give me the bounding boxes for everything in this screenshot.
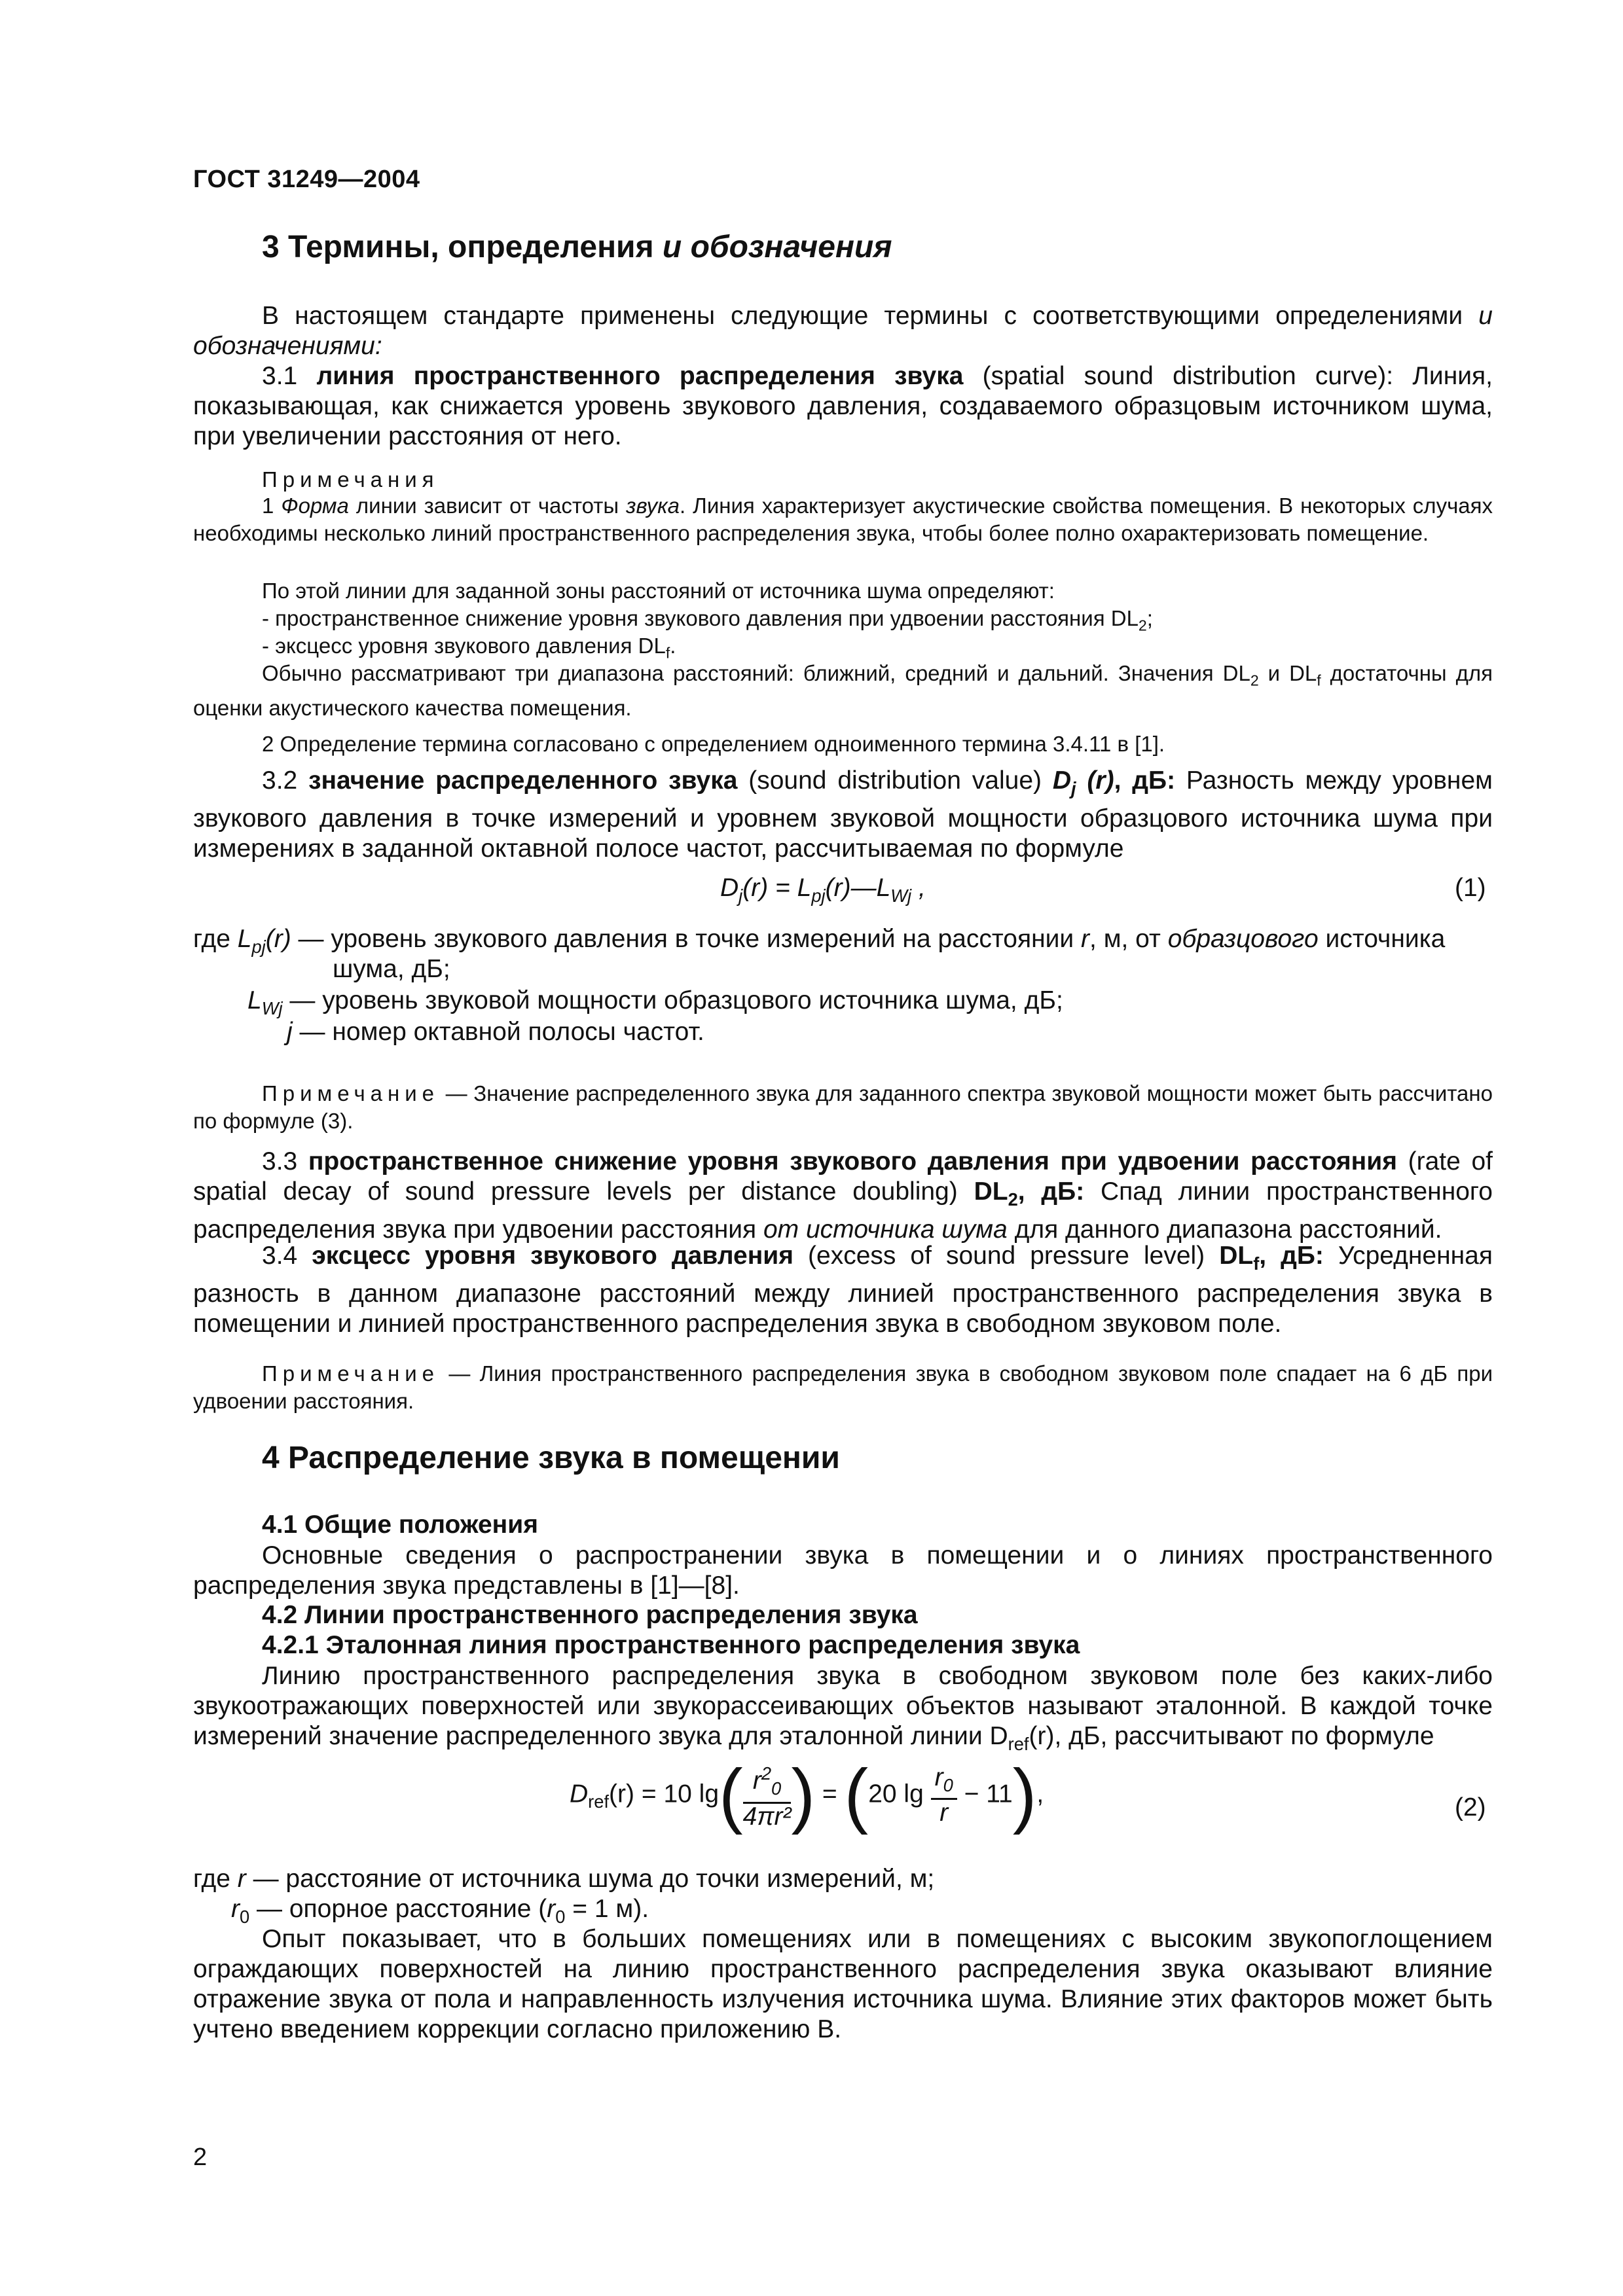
- intro-italic: и обозначениями:: [193, 302, 1493, 360]
- final-paragraph: Опыт показывает, что в больших помещениях или в помещениях с высоким звукопоглощением ограждающих поверхностей на линию пространственного распределения звука оказывают влияние отражение звука от пола и направленность излучения источника шума. Влияние этих факторов может быть учтено введением коррекции согласно приложению В.: [193, 1925, 1493, 2043]
- note-4-text: — Линия пространственного распределения звука в свободном звуковом поле спадает на 6 дБ при удвоении расстояния.: [193, 1361, 1493, 1413]
- note-4-label: Примечание: [262, 1361, 440, 1386]
- section-3-title-text: 3 Термины, определения: [262, 230, 663, 264]
- subsection-4-1-title: 4.1 Общие положения: [262, 1511, 538, 1539]
- term-3-2-symbol-sub: j: [1071, 778, 1076, 798]
- note-4: [193, 1360, 1493, 1415]
- formula-1-d-sub: j: [739, 885, 743, 906]
- formula-2-r0b: r: [934, 1763, 943, 1791]
- section-3-title-italic: и обозначения: [662, 230, 892, 264]
- subsection-4-1-text: Основные сведения о распространении звука в помещении и о линиях пространственного распределения звука представлены в [1]—[8].: [193, 1541, 1493, 1600]
- formula-2-paren-close-2: ): [1012, 1755, 1037, 1835]
- formula-2: [570, 1755, 1044, 1835]
- term-3-2-english: (sound distribution value): [737, 766, 1053, 795]
- term-3-4-symbol: DL: [1219, 1242, 1254, 1270]
- term-3-3-definition-a: Спад линии пространственного распределения звука при удвоении расстояния: [193, 1177, 1493, 1244]
- where-2-symbol-sub: Wj: [261, 997, 283, 1018]
- formula-2-fraction-1-numerator: [743, 1761, 792, 1804]
- subsection-4-2-1-text-a: Линию пространственного распределения звука в свободном звуковом поле без каких-либо звукоотражающих поверхностей или звукорассеивающих объектов называют эталонной. В каждой точке измерений значение распределенного звука для эталонной линии D: [193, 1662, 1493, 1750]
- note-2: 2 Определение термина согласовано с определением одноименного термина 3.4.11 в [1].: [262, 732, 1165, 756]
- term-3-1-number: 3.1: [262, 362, 317, 390]
- term-3-3-number: 3.3: [262, 1147, 308, 1175]
- term-3-2-unit: , дБ:: [1114, 766, 1176, 795]
- where-5-text-a: — опорное расстояние (: [249, 1895, 547, 1923]
- term-3-3-definition-italic: от источника шума: [763, 1215, 1008, 1244]
- formula-2-fraction-1-denominator: 4πr²: [742, 1802, 792, 1831]
- subsection-4-2-1-text: [193, 1661, 1493, 1759]
- note-1-summary: [193, 660, 1493, 722]
- term-3-3-definition-c: для данного диапазона расстояний.: [1007, 1215, 1442, 1244]
- section-3-title: [262, 229, 892, 265]
- document-header: ГОСТ 31249—2004: [193, 166, 420, 193]
- term-3-2-number: 3.2: [262, 766, 309, 795]
- formula-1: [720, 874, 926, 906]
- note-1-summary-sub-2: f: [1317, 672, 1321, 689]
- term-3-4-definition: Усредненная разность в данном диапазоне расстояний между линией пространственного распределения звука в помещении и линией пространственного распределения звука в свободном звуковом поле.: [193, 1242, 1493, 1338]
- note-1-italic-c: звука: [626, 493, 680, 518]
- formula-2-paren-open-1: (: [719, 1755, 743, 1835]
- note-3-label: Примечание: [262, 1081, 440, 1105]
- note-1-summary-text: Обычно рассматривают три диапазона расстояний: ближний, средний и дальний. Значения DL: [262, 661, 1250, 685]
- term-3-4-number: 3.4: [262, 1242, 312, 1270]
- where-1-r: r: [1081, 925, 1090, 953]
- notes-label-text: Примечания: [262, 467, 439, 492]
- where-1-italic: образцового: [1167, 925, 1319, 953]
- formula-2-equals: =: [815, 1780, 845, 1808]
- term-3-3-symbol-sub: 2: [1008, 1189, 1018, 1210]
- section-4-title: 4 Распределение звука в помещении: [262, 1441, 840, 1475]
- intro-text: В настоящем стандарте применены следующие термины с соответствующими определениями: [262, 302, 1479, 330]
- formula-2-r0-sub: 0: [771, 1778, 782, 1799]
- formula-2-20lg: 20 lg: [868, 1780, 931, 1808]
- formula-1-lp-sub: pj: [811, 885, 826, 906]
- note-1-summary-sub-1: 2: [1250, 672, 1259, 689]
- where-1-symbol-arg: (r): [265, 925, 291, 953]
- where-1-lead: где: [193, 925, 238, 953]
- note-3: [193, 1080, 1493, 1135]
- note-1-item-1-sub: 2: [1138, 617, 1147, 634]
- formula-2-lhs-end: (r) = 10 lg: [609, 1780, 720, 1808]
- note-1-item-1-end: ;: [1146, 606, 1153, 630]
- where-3: [287, 1017, 704, 1047]
- where-2-text: — уровень звуковой мощности образцового источника шума, дБ;: [282, 986, 1063, 1014]
- where-4: [193, 1864, 934, 1894]
- where-3-symbol: j: [287, 1018, 293, 1046]
- term-3-3-symbol: DL: [974, 1177, 1008, 1206]
- note-1-item-2-sub: f: [665, 644, 670, 662]
- term-3-3-english: (rate of spatial decay of sound pressure levels per distance doubling): [193, 1147, 1493, 1206]
- where-4-lead: где: [193, 1865, 238, 1893]
- formula-1-end: ,: [911, 874, 926, 902]
- note-1-list-intro: По этой линии для заданной зоны расстояний от источника шума определяют:: [262, 579, 1055, 603]
- formula-2-r0: r: [752, 1767, 761, 1795]
- note-1-item-2-end: .: [670, 634, 676, 658]
- subsection-4-2-title: 4.2 Линии пространственного распределения звука: [262, 1601, 918, 1629]
- formula-1-d: D: [720, 874, 739, 902]
- term-3-1: [193, 361, 1493, 452]
- term-3-4-term: эксцесс уровня звукового давления: [312, 1242, 794, 1270]
- term-3-4-unit: , дБ:: [1259, 1242, 1324, 1270]
- formula-2-fraction-2: [931, 1765, 957, 1827]
- formula-2-r0-sup: 2: [761, 1763, 772, 1784]
- where-1-symbol: L: [237, 925, 252, 953]
- formula-2-fraction-1: [743, 1761, 792, 1830]
- note-1: [193, 492, 1493, 547]
- formula-2-fraction-2-denominator: r: [939, 1799, 949, 1827]
- formula-2-d-sub: ref: [588, 1791, 610, 1812]
- note-1-number: 1: [262, 493, 282, 518]
- formula-2-fraction-2-numerator: [931, 1765, 957, 1801]
- where-3-text: — номер октавной полосы частот.: [292, 1018, 704, 1046]
- where-1-symbol-sub: pj: [251, 936, 266, 957]
- term-3-4-symbol-sub: f: [1253, 1253, 1260, 1274]
- where-1-text-a: — уровень звукового давления в точке измерений на расстоянии: [291, 925, 1082, 953]
- where-4-text: — расстояние от источника шума до точки измерений, м;: [246, 1865, 935, 1893]
- term-3-1-term: линия пространственного распределения звука: [316, 362, 964, 390]
- where-5-text-b: = 1 м).: [565, 1895, 649, 1923]
- formula-2-paren-open-2: (: [844, 1755, 869, 1835]
- note-1-italic-a: Форма: [281, 493, 349, 518]
- term-3-4: [193, 1241, 1493, 1339]
- note-1-summary-mid: и DL: [1258, 661, 1317, 685]
- where-5-text-symbol: r: [547, 1895, 556, 1923]
- formula-1-lp: (r) = L: [742, 874, 812, 902]
- formula-2-paren-close-1: ): [791, 1755, 816, 1835]
- subsection-4-2-1-title: 4.2.1 Эталонная линия пространственного распределения звука: [262, 1631, 1080, 1659]
- note-1-text-d: . Линия характеризует акустические свойства помещения. В некоторых случаях необходимы несколько линий пространственного распределения звука, чтобы более полно охарактеризовать помещение.: [193, 493, 1493, 545]
- where-1-continuation: шума, дБ;: [333, 955, 450, 983]
- term-3-2: [193, 766, 1493, 864]
- term-3-4-english: (excess of sound pressure level): [793, 1242, 1220, 1270]
- page-number: 2: [193, 2144, 208, 2171]
- where-2-symbol: L: [247, 986, 262, 1014]
- note-1-item-2-text: - эксцесс уровня звукового давления DL: [262, 634, 666, 658]
- note-1-text-b: линии зависит от частоты: [348, 493, 627, 518]
- term-3-3-term: пространственное снижение уровня звукового давления при удвоении расстояния: [308, 1147, 1397, 1175]
- formula-1-number: (1): [1455, 874, 1486, 902]
- term-3-2-symbol: D: [1052, 766, 1072, 795]
- where-5-text-sub: 0: [555, 1906, 566, 1927]
- where-1-text-d: источника: [1318, 925, 1446, 953]
- formula-2-r0b-sub: 0: [943, 1774, 953, 1795]
- where-5-symbol-sub: 0: [240, 1906, 250, 1927]
- note-1-summary-end: достаточны для оценки акустического качества помещения.: [193, 661, 1493, 720]
- formula-1-lw: (r)—L: [825, 874, 891, 902]
- term-3-3-unit: , дБ:: [1017, 1177, 1085, 1206]
- term-3-2-symbol-arg: (r): [1076, 766, 1114, 795]
- where-1-text-b: , м, от: [1089, 925, 1168, 953]
- formula-2-minus-11: − 11: [957, 1780, 1013, 1808]
- where-5-symbol: r: [231, 1895, 240, 1923]
- term-3-2-term: значение распределенного звука: [308, 766, 738, 795]
- formula-2-d: D: [570, 1780, 589, 1808]
- note-3-text: — Значение распределенного звука для заданного спектра звуковой мощности может быть рассчитано по формуле (3).: [193, 1081, 1493, 1133]
- notes-label: [262, 466, 1493, 493]
- term-3-1-definition: (spatial sound distribution curve): Линия, показывающая, как снижается уровень звукового давления, создаваемого образцовым источником шума, при увеличении расстояния от него.: [193, 362, 1493, 450]
- subsection-4-2-1-text-b: (r), дБ, рассчитывают по формуле: [1029, 1722, 1434, 1750]
- intro-paragraph: [193, 301, 1493, 361]
- formula-2-end: ,: [1036, 1780, 1044, 1808]
- formula-1-lw-sub: Wj: [890, 885, 912, 906]
- note-1-item-1-text: - пространственное снижение уровня звукового давления при удвоении расстояния DL: [262, 606, 1139, 630]
- term-3-2-definition: Разность между уровнем звукового давления в точке измерений и уровнем звуковой мощности образцового источника шума при измерениях в заданной октавной полосе частот, рассчитываемая по формуле: [193, 766, 1493, 863]
- term-3-3: [193, 1147, 1493, 1245]
- formula-2-number: (2): [1455, 1793, 1486, 1821]
- subsection-4-2-1-sub: ref: [1008, 1733, 1029, 1754]
- where-4-symbol: r: [237, 1865, 246, 1893]
